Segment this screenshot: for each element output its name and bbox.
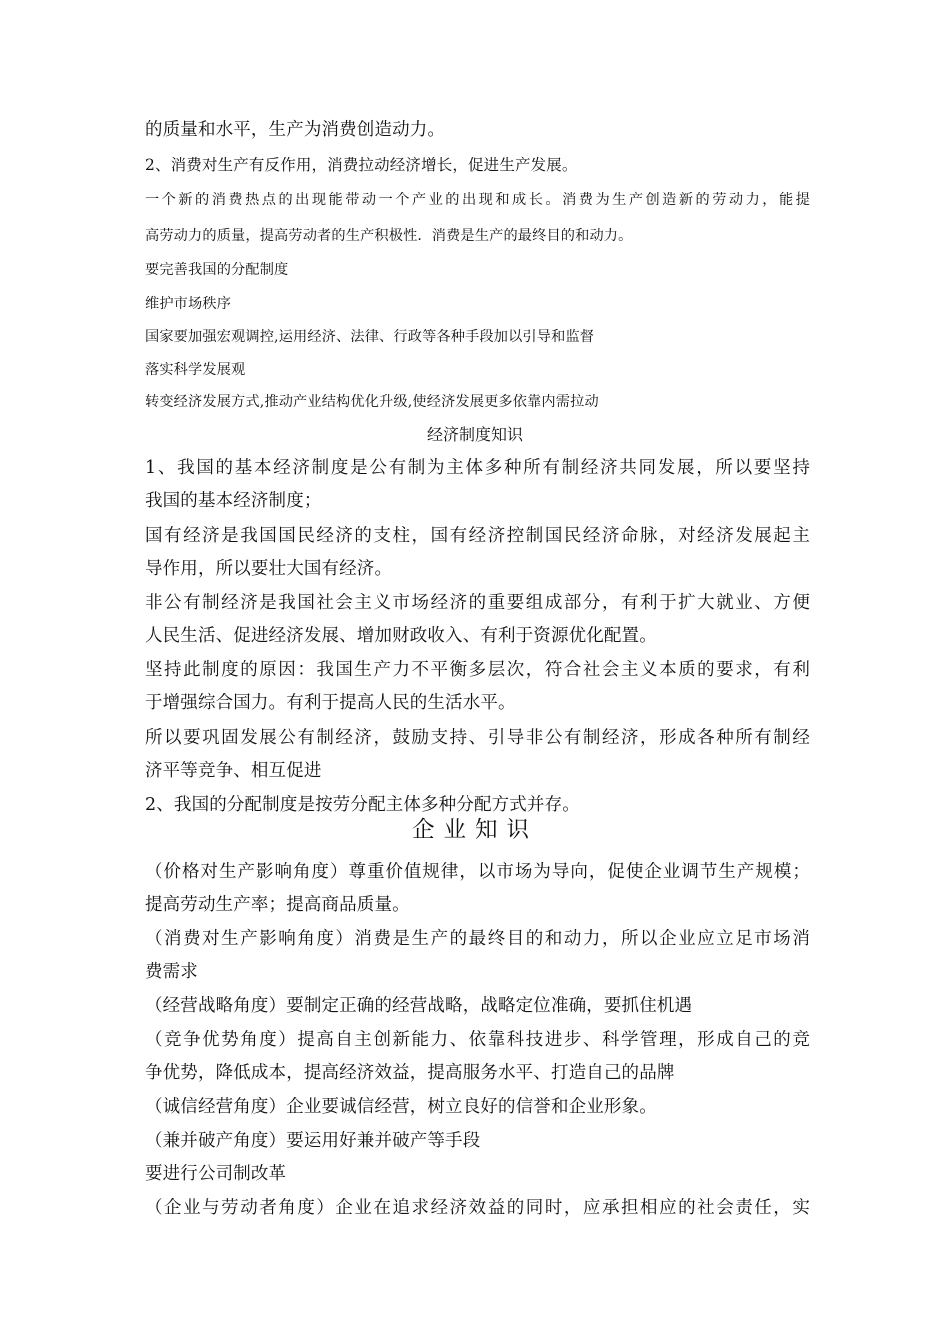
text-line: 1、我国的基本经济制度是公有制为主体多种所有制经济共同发展，所以要坚持	[145, 458, 810, 478]
text-line: 2、我国的分配制度是按劳分配主体多种分配方式并存。	[145, 795, 580, 815]
text-line: 一个新的消费热点的出现能带动一个产业的出现和成长。消费为生产创造新的劳动力，能提	[145, 192, 810, 208]
text-line: （企业与劳动者角度）企业在追求经济效益的同时，应承担相应的社会责任，实	[145, 1198, 810, 1218]
text-line: 导作用，所以要壮大国有经济。	[145, 559, 393, 579]
text-line: 济平等竞争、相互促进	[145, 761, 322, 781]
text-line: 提高劳动生产率；提高商品质量。	[145, 895, 410, 915]
text-line: 国有经济是我国国民经济的支柱，国有经济控制国民经济命脉，对经济发展起主	[145, 526, 810, 546]
text-line: 所以要巩固发展公有制经济，鼓励支持、引导非公有制经济，形成各种所有制经	[145, 728, 810, 748]
text-line: 要进行公司制改革	[145, 1164, 287, 1184]
text-line: 要完善我国的分配制度	[145, 262, 289, 278]
text-line: 2、消费对生产有反作用，消费拉动经济增长，促进生产发展。	[145, 156, 578, 174]
text-line: （竞争优势角度）提高自主创新能力、依靠科技进步、科学管理，形成自己的竞	[145, 1030, 810, 1050]
text-line: 我国的基本经济制度；	[145, 491, 322, 511]
text-line: 国家要加强宏观调控,运用经济、法律、行政等各种手段加以引导和监督	[145, 329, 595, 345]
text-line: （消费对生产影响角度）消费是生产的最终目的和动力，所以企业应立足市场消	[145, 929, 810, 949]
text-line: 非公有制经济是我国社会主义市场经济的重要组成部分，有利于扩大就业、方便	[145, 593, 810, 613]
text-line: （兼并破产角度）要运用好兼并破产等手段	[145, 1131, 481, 1151]
text-line: （经营战略角度）要制定正确的经营战略，战略定位准确，要抓住机遇	[145, 996, 693, 1016]
text-line: 人民生活、促进经济发展、增加财政收入、有利于资源优化配置。	[145, 626, 657, 646]
text-line: 转变经济发展方式,推动产业结构优化升级,使经济发展更多依靠内需拉动	[145, 394, 599, 410]
text-line: 高劳动力的质量，提高劳动者的生产积极性．消费是生产的最终目的和动力。	[145, 228, 633, 244]
text-line: 于增强综合国力。有利于提高人民的生活水平。	[145, 693, 516, 713]
text-line: 维护市场秩序	[145, 296, 232, 312]
text-line: （价格对生产影响角度）尊重价值规律，以市场为导向，促使企业调节生产规模；	[145, 862, 810, 882]
text-line: 费需求	[145, 962, 198, 982]
text-line: 争优势，降低成本，提高经济效益，提高服务水平、打造自己的品牌	[145, 1063, 675, 1083]
text-line: 坚持此制度的原因：我国生产力不平衡多层次，符合社会主义本质的要求，有利	[145, 660, 810, 680]
section-title-economic-system: 经济制度知识	[426, 425, 523, 444]
text-line: （诚信经营角度）企业要诚信经营，树立良好的信誉和企业形象。	[145, 1097, 657, 1117]
text-line: 落实科学发展观	[145, 362, 246, 378]
section-title-enterprise: 企业知识	[411, 817, 538, 843]
text-line: 的质量和水平，生产为消费创造动力。	[145, 120, 446, 140]
